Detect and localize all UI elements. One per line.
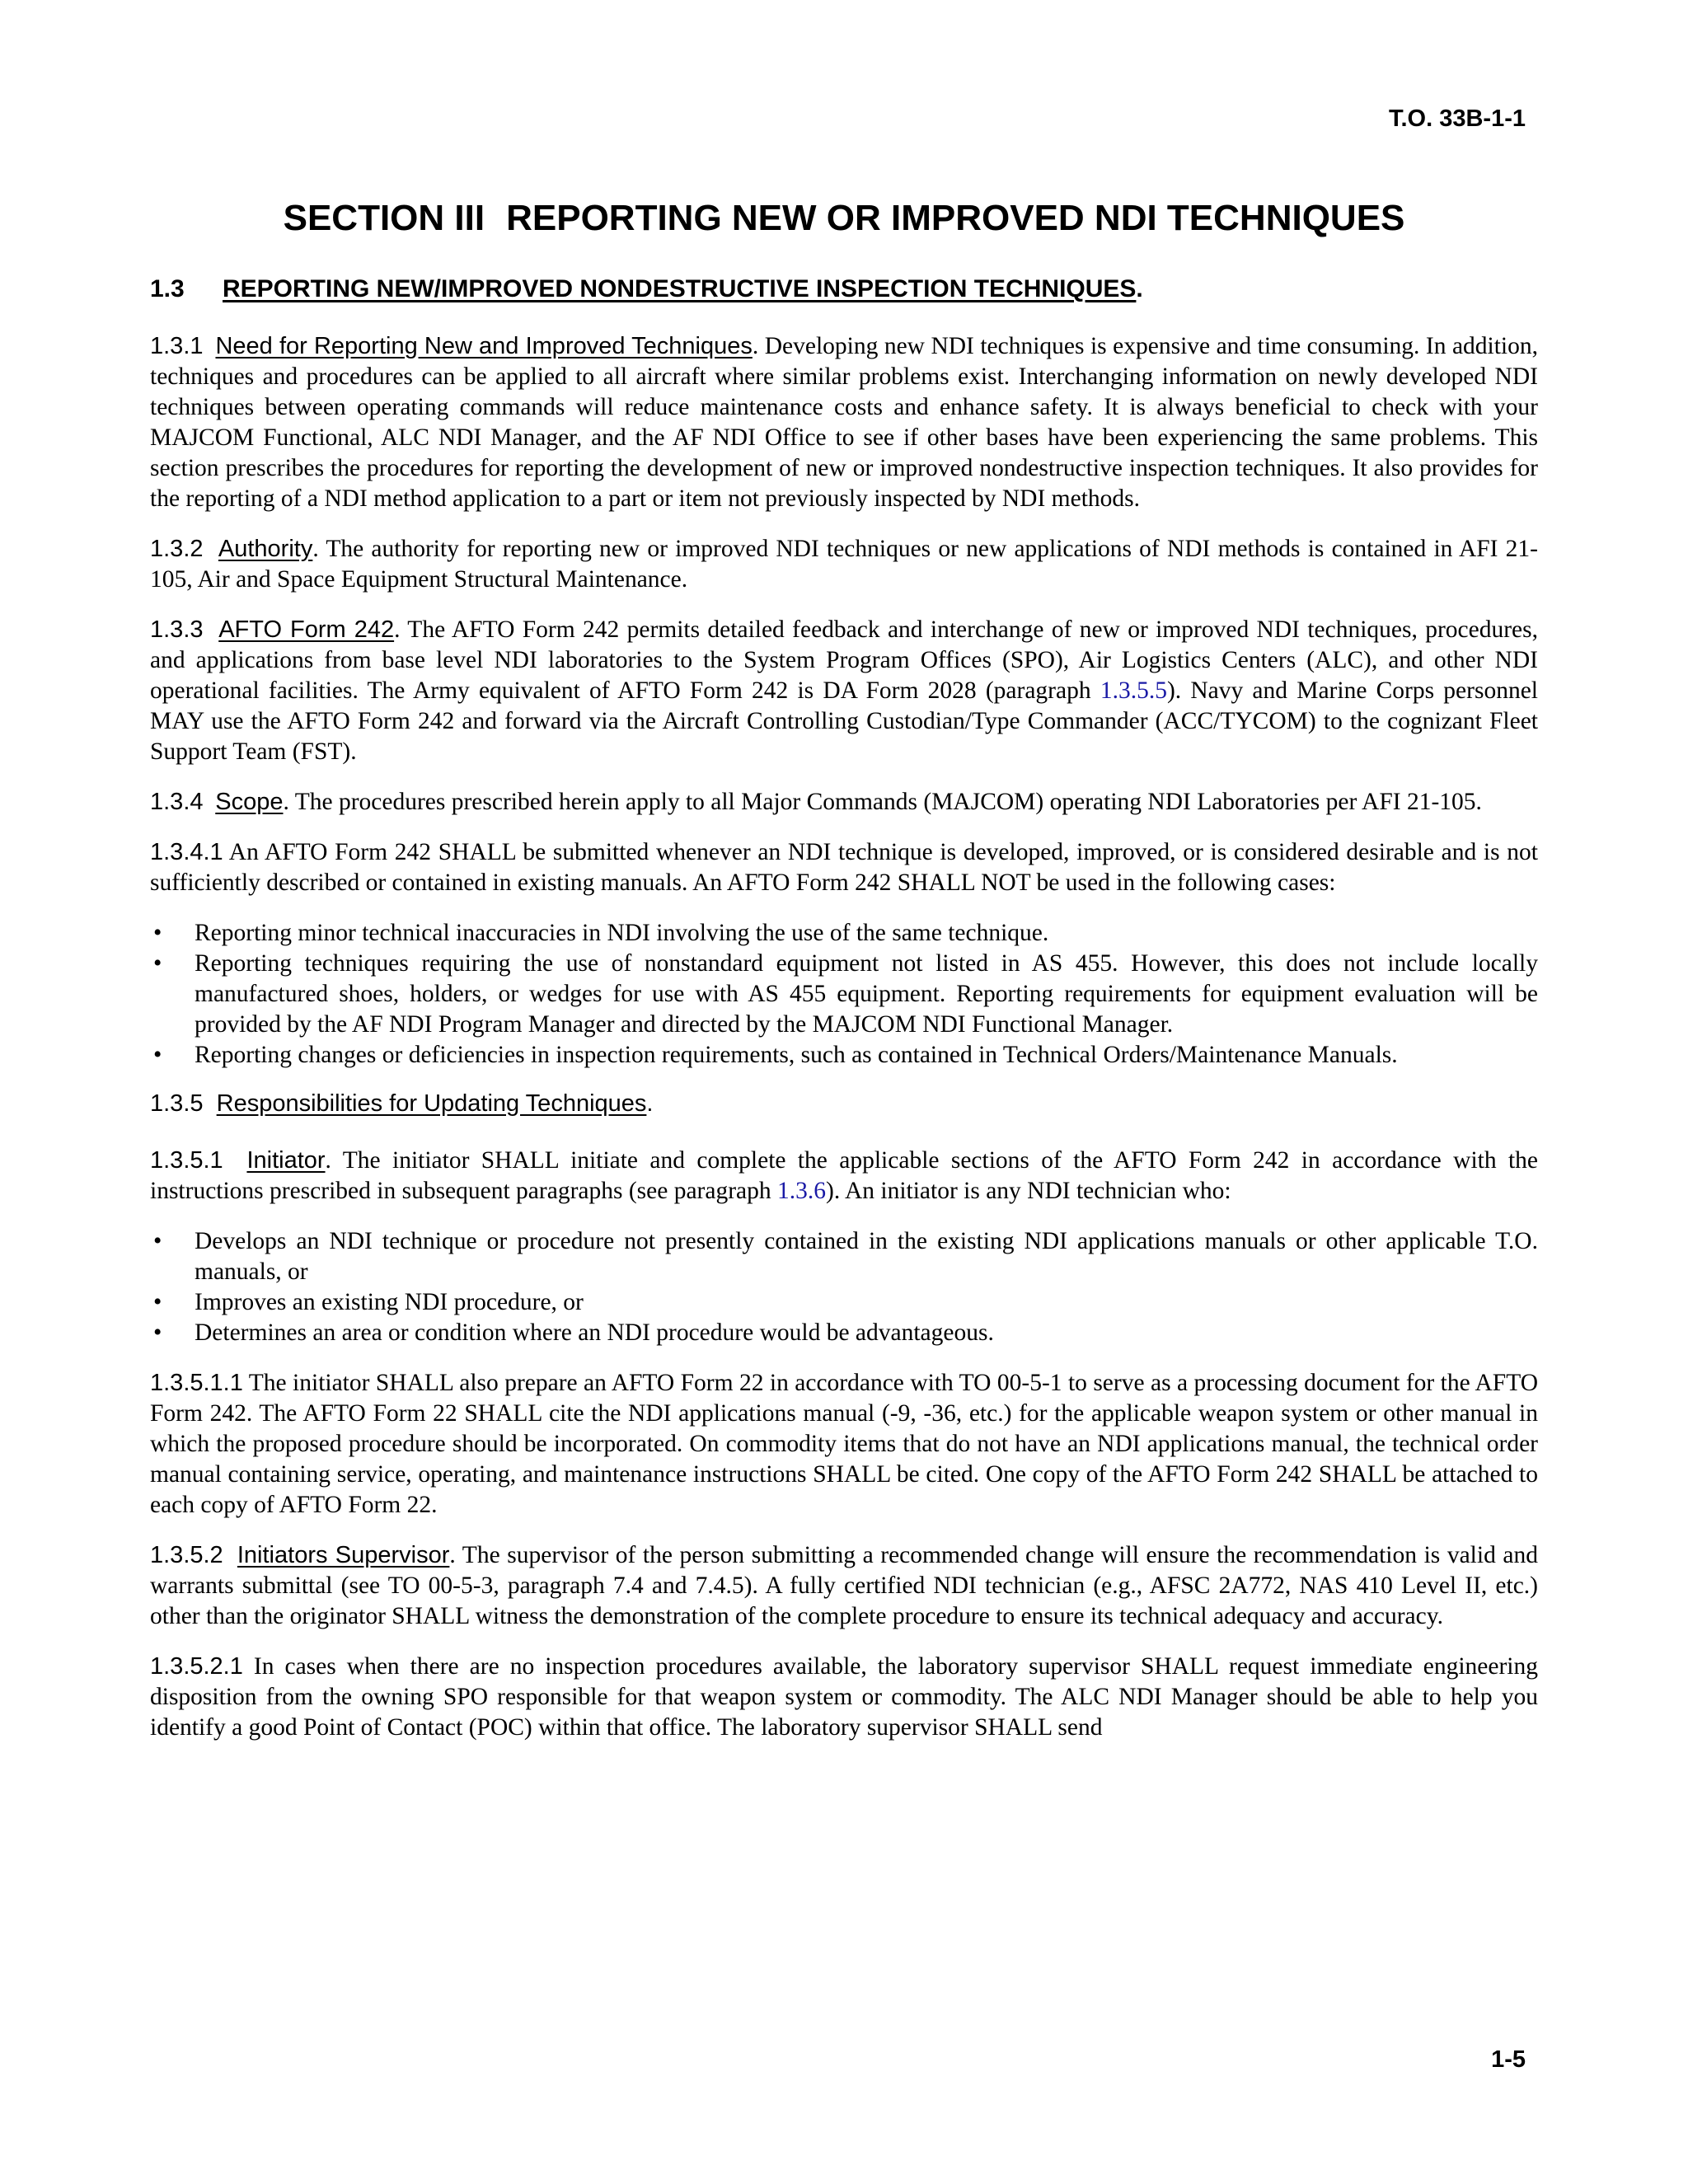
paragraph-text: ). Navy and Marine Corps personnel MAY use the AFTO Form 242 and forward via the Aircraft Controlling Custodian/Type Commander (ACC/TYCOM) to the cognizant Fleet Support Team (FST).	[150, 677, 1538, 765]
paragraph-text: The initiator SHALL also prepare an AFTO Form 22 in accordance with TO 00-5-1 to serve as a processing document for the AFTO Form 242. The AFTO Form 22 SHALL cite the NDI applications manual (-9, -36, etc.) for the applicable weapon system or other manual in which the proposed procedure should be incorporated. On commodity items that do not have an NDI applications manual, the technical order manual containing service, operating, and maintenance instructions SHALL be cited. One copy of the AFTO Form 242 SHALL be attached to each copy of AFTO Form 22.	[150, 1370, 1538, 1518]
paragraph-number: 1.3.5.1.1	[150, 1370, 243, 1396]
heading-number: 1.3	[150, 275, 185, 302]
heading-number: 1.3.5	[150, 1090, 204, 1117]
paragraph-text: . The procedures prescribed herein apply to all Major Commands (MAJCOM) operating NDI Laboratories per AFI 21-105.	[283, 789, 1482, 815]
paragraph-text: An AFTO Form 242 SHALL be submitted whenever an NDI technique is developed, improved, or is considered desirable and is not sufficiently described or contained in existing manuals. An AFTO Form 242 SHALL NOT be used in the following cases:	[150, 839, 1538, 896]
paragraph-1-3-1	[150, 331, 1538, 514]
paragraph-title: Authority	[218, 536, 313, 562]
paragraph-1-3-3	[150, 615, 1538, 767]
paragraph-text: . The initiator SHALL initiate and complete the applicable sections of the AFTO Form 242 in accordance with the instructions prescribed in subsequent paragraphs (see paragraph	[150, 1147, 1538, 1204]
paragraph-text: . The AFTO Form 242 permits detailed feedback and interchange of new or improved NDI techniques, procedures, and applications from base level NDI laboratories to the System Program Offices (SPO), Air Logistics Centers (ALC), and other NDI operational facilities. The Army equivalent of AFTO Form 242 is DA Form 2028 (paragraph	[150, 616, 1538, 704]
paragraph-number: 1.3.2	[150, 536, 204, 562]
paragraph-title: Scope	[215, 789, 284, 815]
paragraph-1-3-2	[150, 534, 1538, 595]
paragraph-number: 1.3.4	[150, 789, 204, 815]
bullet-icon: •	[153, 950, 162, 977]
paragraph-number: 1.3.3	[150, 616, 204, 643]
body-content	[150, 275, 1538, 1763]
paragraph-text: . The supervisor of the person submitting a recommended change will ensure the recommendation is valid and warrants submittal (see TO 00-5-3, paragraph 7.4 and 7.4.5). A fully certified NDI technician (e.g., AFSC 2A772, NAS 410 Level II, etc.) other than the originator SHALL witness the demonstration of the complete procedure to ensure its technical adequacy and accuracy.	[150, 1542, 1539, 1629]
paragraph-text: In cases when there are no inspection procedures available, the laboratory supervisor SHALL request immediate engineering disposition from the owning SPO responsible for that weapon system or commodity. The ALC NDI Manager should be able to help you identify a good Point of Contact (POC) within that office. The laboratory supervisor SHALL send	[150, 1653, 1538, 1741]
section-label: SECTION III	[283, 198, 485, 238]
page-number: 1-5	[1491, 2046, 1526, 2073]
paragraph-title: Initiator	[246, 1147, 326, 1174]
list-item: • Improves an existing NDI procedure, or	[150, 1287, 1538, 1318]
list-item: • Develops an NDI technique or procedure not presently contained in the existing NDI applications manuals or other applicable T.O. manuals, or	[153, 1228, 1538, 1285]
bullet-icon: •	[153, 1042, 162, 1068]
bullet-list-exclusions	[150, 918, 1538, 1071]
section-heading: REPORTING NEW OR IMPROVED NDI TECHNIQUES	[506, 198, 1405, 238]
paragraph-text: ). An initiator is any NDI technician who:	[826, 1178, 1231, 1204]
paragraph-1-3-4-1	[150, 837, 1538, 898]
list-item: • Reporting techniques requiring the use of nonstandard equipment not listed in AS 455. However, this does not include locally manufactured shoes, holders, or wedges for use with AS 455 equipment. Reporting requirements for equipment evaluation will be provided by the AF NDI Program Manager and directed by the MAJCOM NDI Functional Manager.	[153, 950, 1538, 1038]
paragraph-1-3-4	[150, 787, 1538, 818]
heading-1-3-5: 1.3.5 Responsibilities for Updating Techniques.	[150, 1090, 654, 1117]
heading-title: REPORTING NEW/IMPROVED NONDESTRUCTIVE INSPECTION TECHNIQUES	[223, 275, 1137, 302]
paragraph-number: 1.3.5.2.1	[150, 1653, 243, 1680]
bullet-icon: •	[153, 1228, 162, 1254]
list-item: • Determines an area or condition where an NDI procedure would be advantageous.	[150, 1318, 1538, 1348]
list-item: • Reporting changes or deficiencies in inspection requirements, such as contained in Technical Orders/Maintenance Manuals.	[150, 1040, 1538, 1071]
bullet-list-initiator	[150, 1226, 1538, 1348]
paragraph-title: Initiators Supervisor	[237, 1542, 450, 1568]
paragraph-number: 1.3.5.2	[150, 1542, 223, 1568]
paragraph-number: 1.3.5.1	[150, 1147, 223, 1174]
section-title	[0, 198, 1688, 239]
list-item: • Reporting minor technical inaccuracies in NDI involving the use of the same technique.	[150, 918, 1538, 949]
paragraph-text: . Developing new NDI techniques is expensive and time consuming. In addition, techniques and procedures can be applied to all aircraft where similar problems exist. Interchanging information on newly developed NDI techniques between operating commands will reduce maintenance costs and enhance safety. It is always beneficial to check with your MAJCOM Functional, ALC NDI Manager, and the AF NDI Office to see if other bases have been experiencing the same problems. This section prescribes the procedures for reporting the development of new or improved nondestructive inspection techniques. It also provides for the reporting of a NDI method application to a part or item not previously inspected by NDI methods.	[150, 333, 1539, 512]
paragraph-1-3-5-1	[150, 1146, 1538, 1207]
bullet-icon: •	[153, 1319, 162, 1346]
heading-title: Responsibilities for Updating Techniques	[216, 1090, 647, 1117]
paragraph-1-3-5-2-1	[150, 1652, 1538, 1743]
paragraph-1-3-5-2	[150, 1540, 1538, 1632]
paragraph-link-1-3-5-5[interactable]: 1.3.5.5	[1100, 677, 1167, 704]
to-number-header: T.O. 33B-1-1	[1389, 105, 1526, 132]
paragraph-number: 1.3.4.1	[150, 839, 223, 865]
bullet-icon: •	[153, 1289, 162, 1315]
paragraph-link-1-3-6[interactable]: 1.3.6	[777, 1178, 827, 1204]
paragraph-title: AFTO Form 242	[218, 616, 395, 643]
heading-1-3: 1.3 REPORTING NEW/IMPROVED NONDESTRUCTIVE INSPECTION TECHNIQUES.	[150, 275, 1143, 302]
paragraph-1-3-5-1-1	[150, 1368, 1538, 1521]
paragraph-title: Need for Reporting New and Improved Techniques	[215, 333, 753, 359]
bullet-icon: •	[153, 920, 162, 946]
paragraph-text: . The authority for reporting new or improved NDI techniques or new applications of NDI methods is contained in AFI 21-105, Air and Space Equipment Structural Maintenance.	[150, 536, 1539, 593]
paragraph-number: 1.3.1	[150, 333, 204, 359]
